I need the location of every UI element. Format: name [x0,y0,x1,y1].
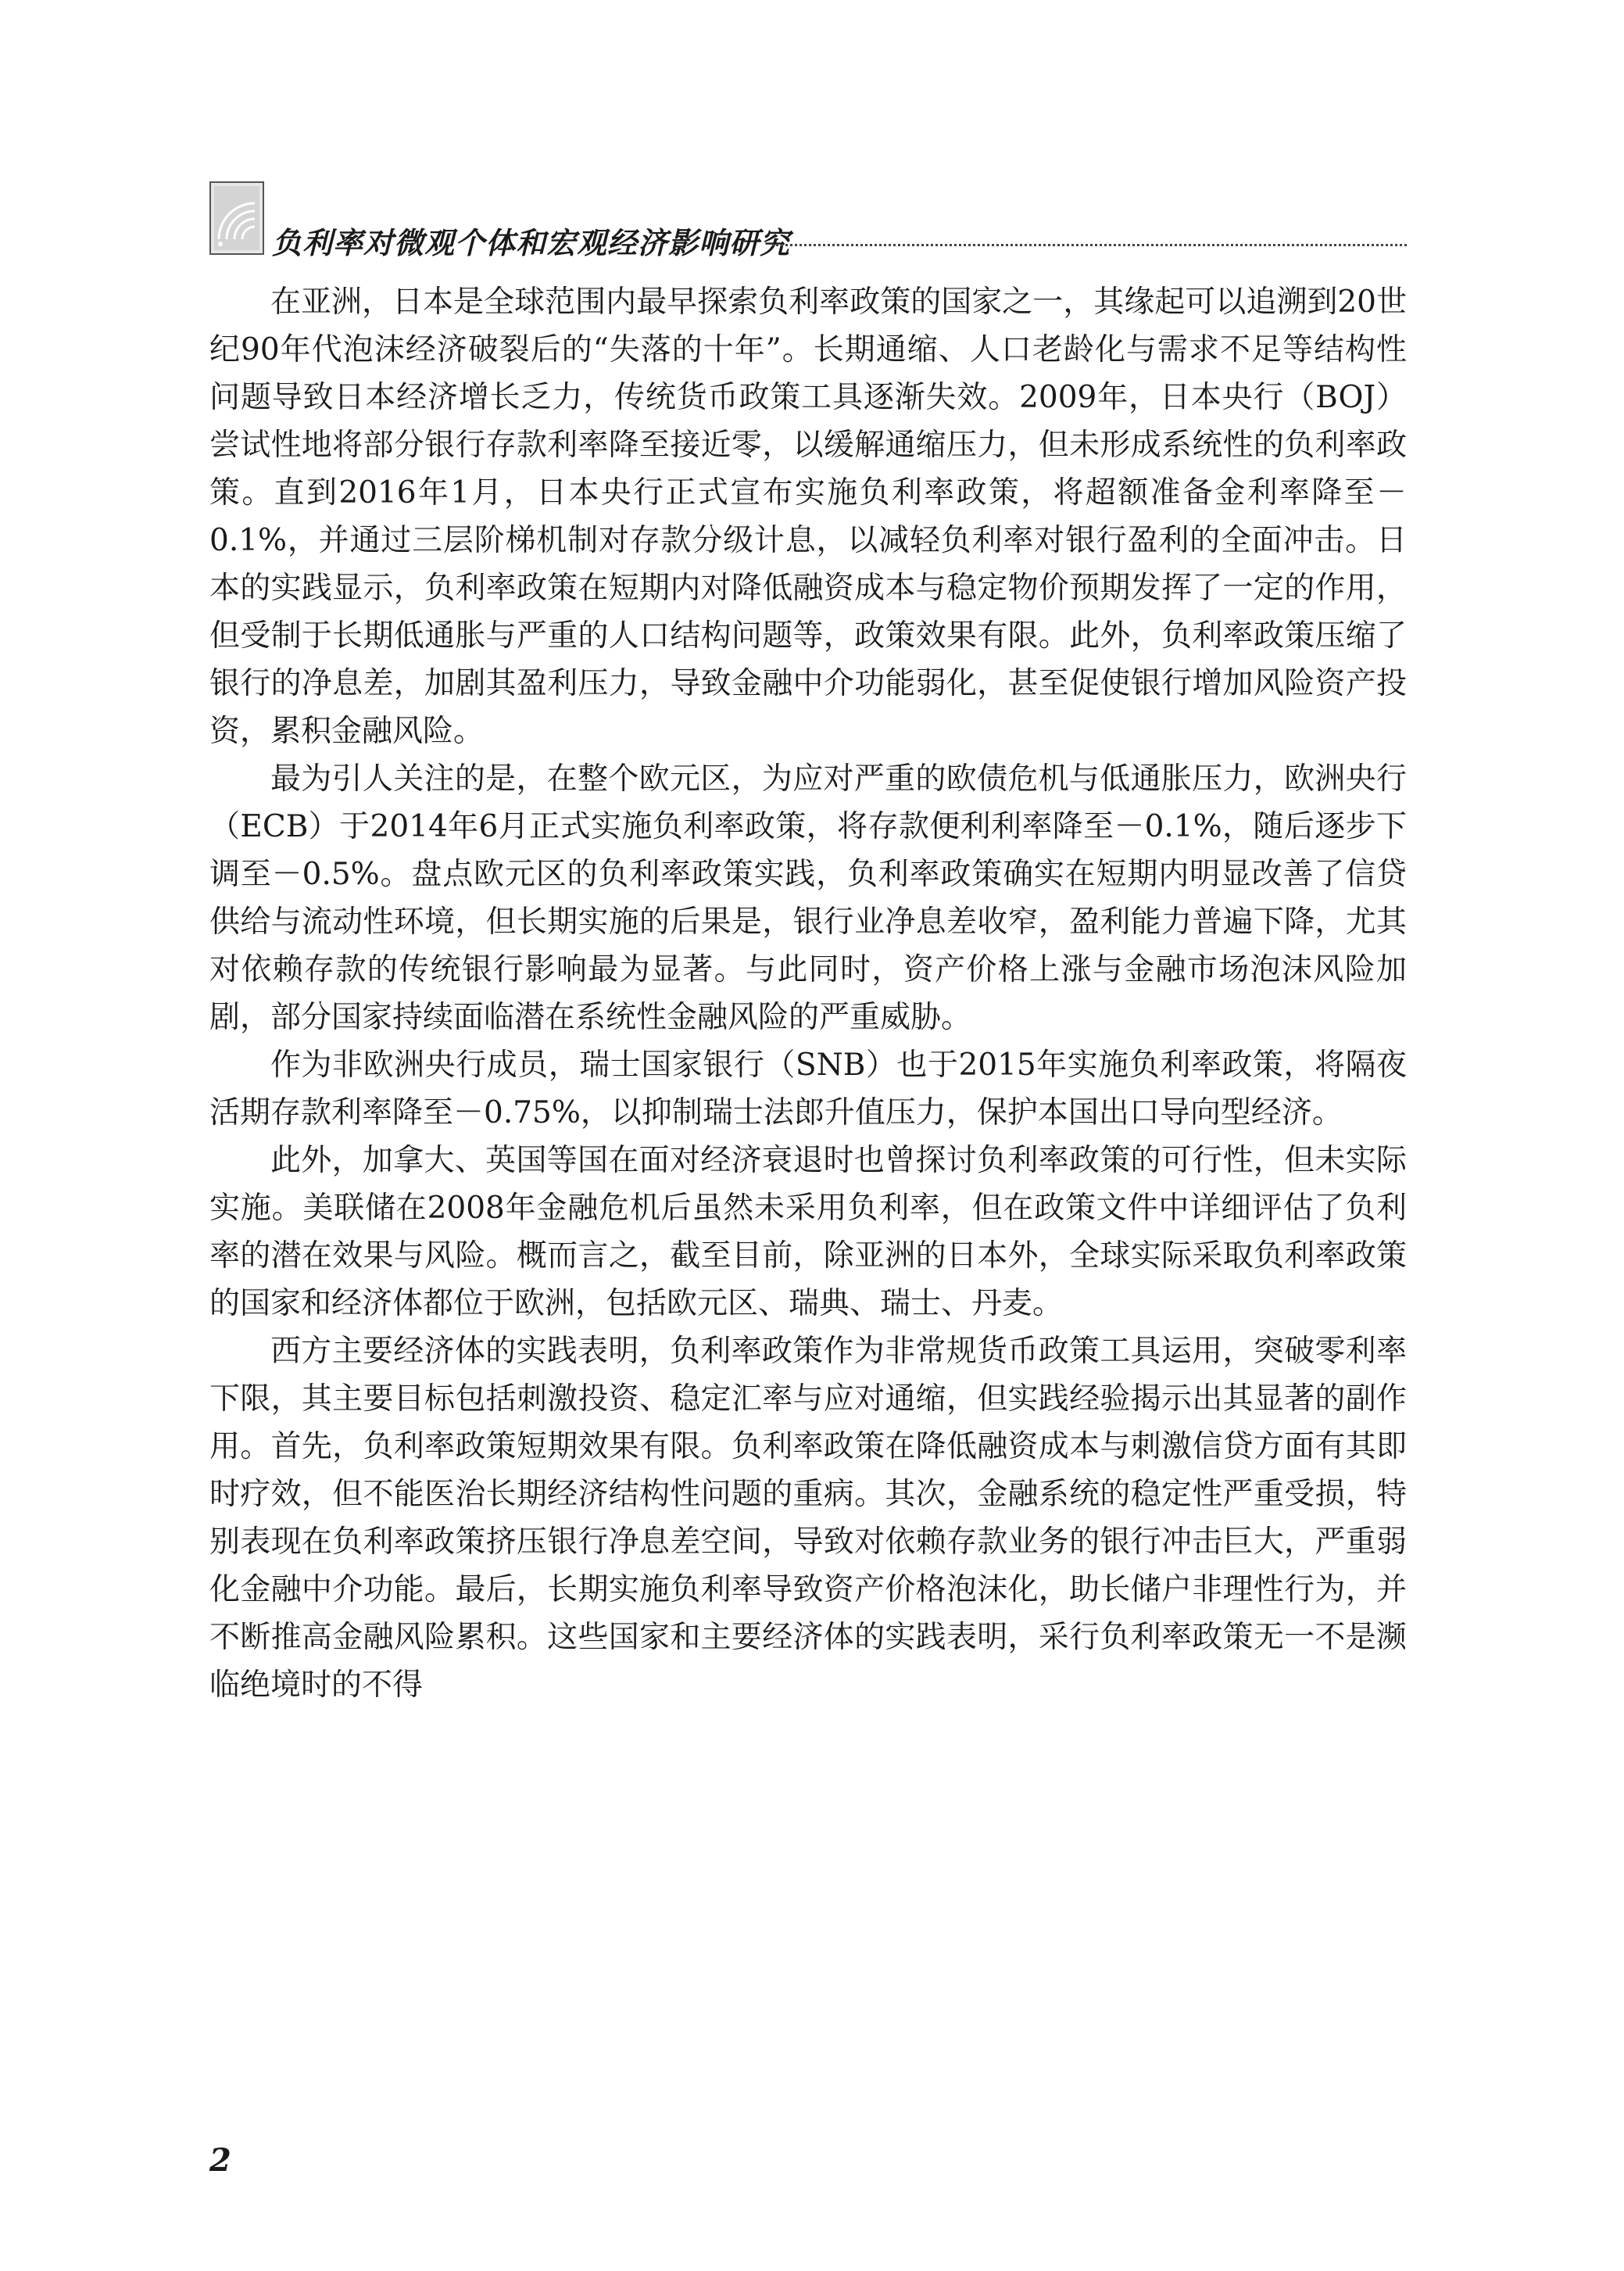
header-title: 负利率对微观个体和宏观经济影响研究 [272,226,791,260]
running-header [209,181,1407,260]
paragraph-japan: 在亚洲，日本是全球范围内最早探索负利率政策的国家之一，其缘起可以追溯到20世纪90年代泡沫经济破裂后的“失落的十年”。长期通缩、人口老龄化与需求不足等结构性问题导致日本经济增长乏力，传统货币政策工具逐渐失效。2009年，日本央行（BOJ）尝试性地将部分银行存款利率降至接近零，以缓解通缩压力，但未形成系统性的负利率政策。直到2016年1月，日本央行正式宣布实施负利率政策，将超额准备金利率降至－0.1%，并通过三层阶梯机制对存款分级计息，以减轻负利率对银行盈利的全面冲击。日本的实践显示，负利率政策在短期内对降低融资成本与稳定物价预期发挥了一定的作用，但受制于长期低通胀与严重的人口结构问题等，政策效果有限。此外，负利率政策压缩了银行的净息差，加剧其盈利压力，导致金融中介功能弱化，甚至促使银行增加风险资产投资，累积金融风险。 [209,285,1407,749]
body-text [209,278,1407,1709]
paragraph-switzerland: 作为非欧洲央行成员，瑞士国家银行（SNB）也于2015年实施负利率政策，将隔夜活期存款利率降至－0.75%，以抑制瑞士法郎升值压力，保护本国出口导向型经济。 [209,1048,1407,1130]
paragraph-other-countries: 此外，加拿大、英国等国在面对经济衰退时也曾探讨负利率政策的可行性，但未实际实施。美联储在2008年金融危机后虽然未采用负利率，但在政策文件中详细评估了负利率的潜在效果与风险。概而言之，截至目前，除亚洲的日本外，全球实际采取负利率政策的国家和经济体都位于欧洲，包括欧元区、瑞典、瑞士、丹麦。 [209,1143,1407,1321]
paragraph-eurozone: 最为引人关注的是，在整个欧元区，为应对严重的欧债危机与低通胀压力，欧洲央行（ECB）于2014年6月正式实施负利率政策，将存款便利利率降至－0.1%，随后逐步下调至－0.5%。盘点欧元区的负利率政策实践，负利率政策确实在短期内明显改善了信贷供给与流动性环境，但长期实施的后果是，银行业净息差收窄，盈利能力普遍下降，尤其对依赖存款的传统银行影响最为显著。与此同时，资产价格上涨与金融市场泡沫风险加剧，部分国家持续面临潜在系统性金融风险的严重威胁。 [209,761,1407,1035]
header-dotted-rule [772,244,1407,246]
paragraph-summary: 西方主要经济体的实践表明，负利率政策作为非常规货币政策工具运用，突破零利率下限，其主要目标包括刺激投资、稳定汇率与应对通缩，但实践经验揭示出其显著的副作用。首先，负利率政策短期效果有限。负利率政策在降低融资成本与刺激信贷方面有其即时疗效，但不能医治长期经济结构性问题的重病。其次，金融系统的稳定性严重受损，特别表现在负利率政策挤压银行净息差空间，导致对依赖存款业务的银行冲击巨大，严重弱化金融中介功能。最后，长期实施负利率导致资产价格泡沫化，助长储户非理性行为，并不断推高金融风险累积。这些国家和主要经济体的实践表明，采行负利率政策无一不是濒临绝境时的不得 [209,1334,1407,1703]
book-emblem-icon [209,181,264,255]
page-number: 2 [209,2142,231,2179]
